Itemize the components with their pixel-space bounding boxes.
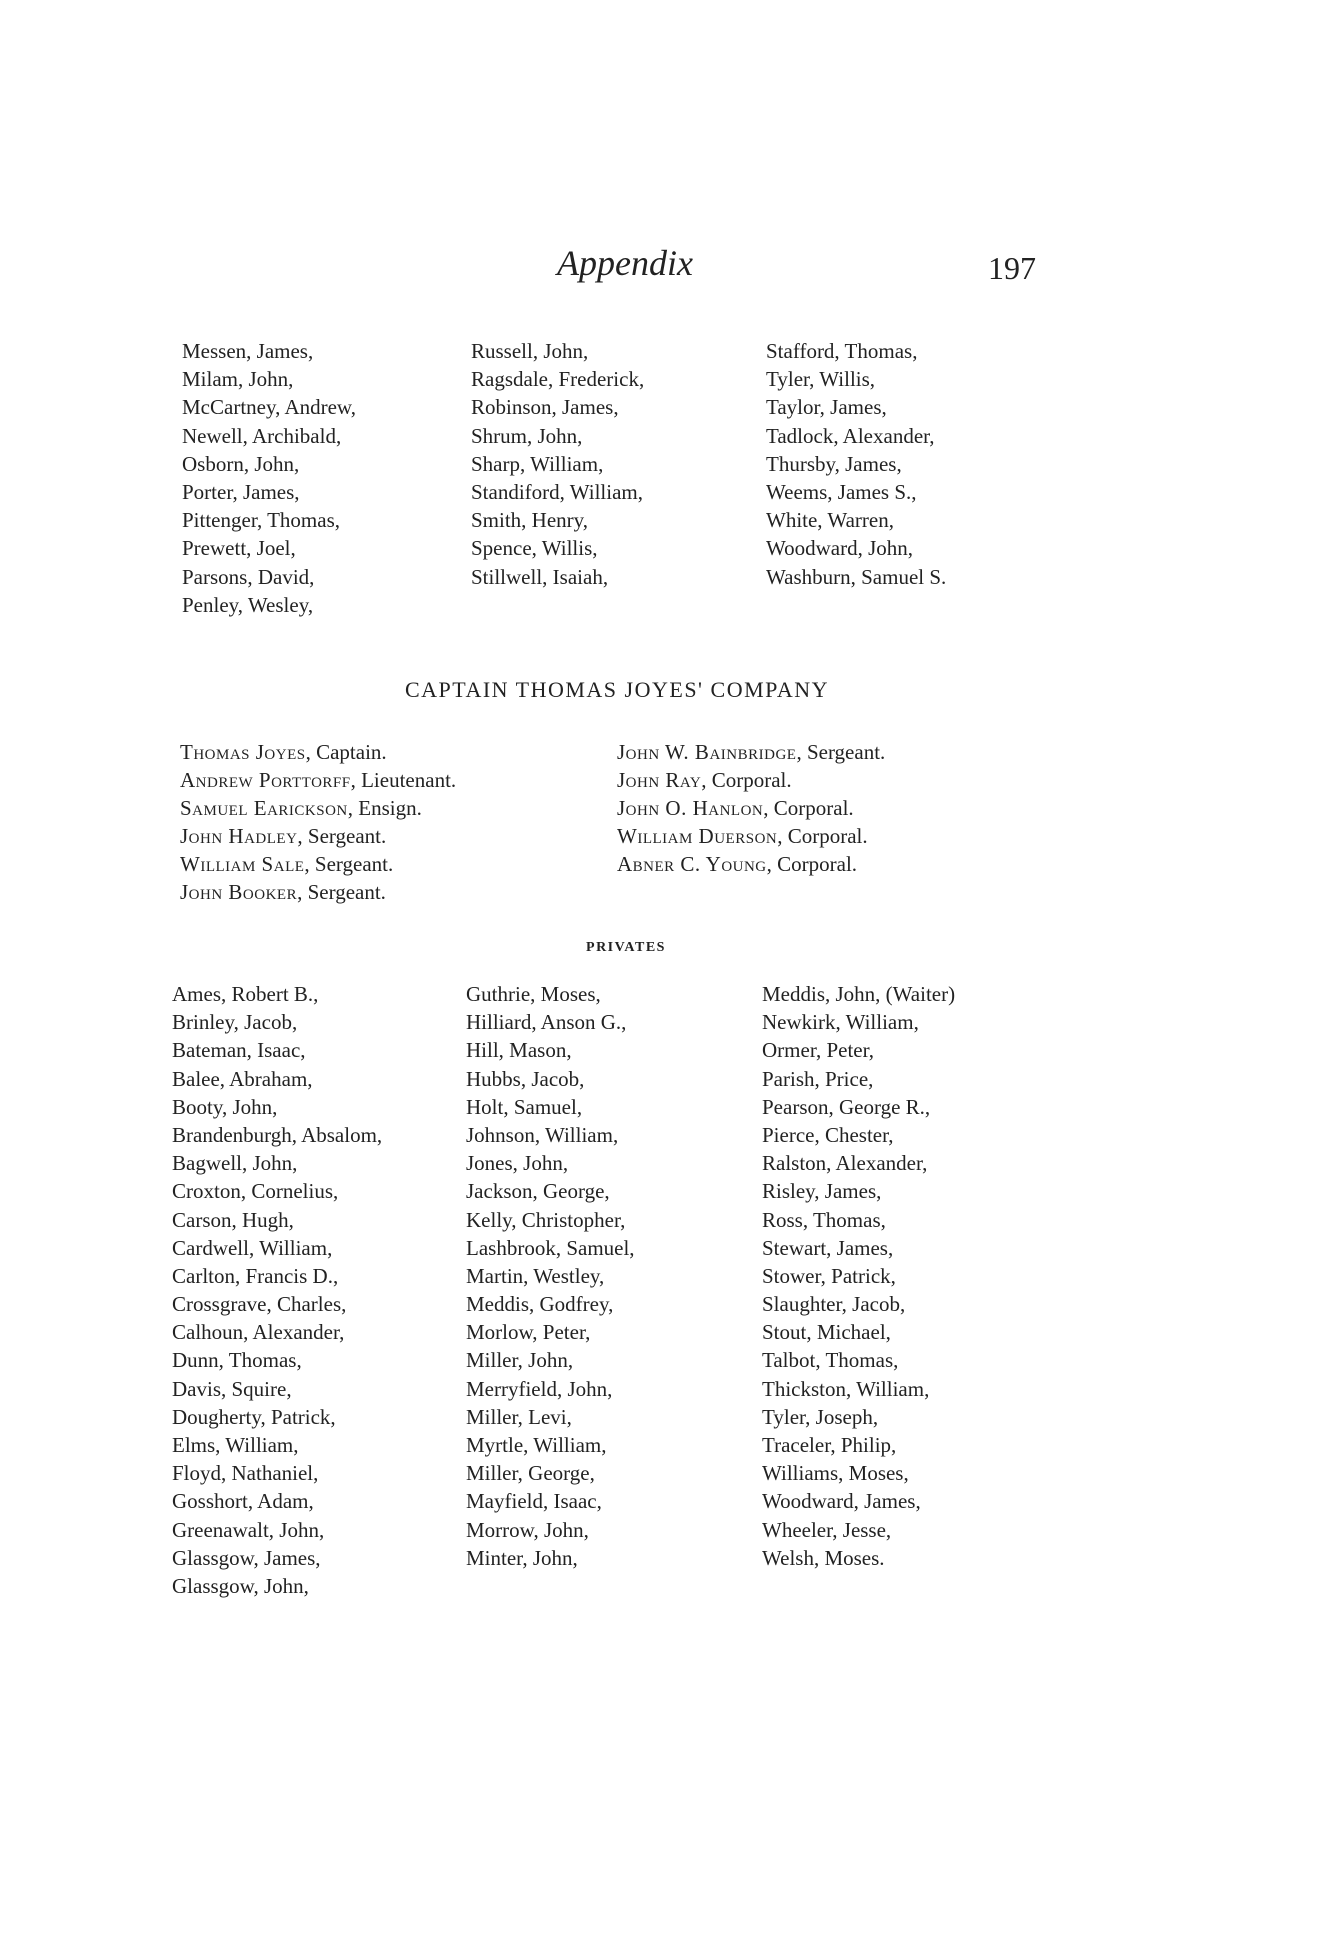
list-item: Crossgrave, Charles, [172,1292,347,1317]
officer-entry [617,738,885,766]
previous-list-column-3 [766,337,946,591]
privates-column-3 [762,980,955,1572]
list-item: Johnson, William, [466,1122,619,1147]
officer-name: John W. Bainbridge [617,740,797,764]
list-item: Washburn, Samuel S. [766,564,947,589]
list-item: Bagwell, John, [172,1151,298,1176]
officer-name: Samuel Earickson [180,796,348,820]
list-item: Messen, James, [182,339,314,363]
list-item: Risley, James, [762,1179,882,1204]
list-item: Thursby, James, [766,451,902,476]
list-item: Slaughter, Jacob, [762,1292,906,1317]
officer-name: William Sale [180,852,305,876]
officer-rank: , Sergeant. [796,740,886,764]
list-item: Meddis, John, (Waiter) [762,982,956,1006]
list-item: Taylor, James, [766,395,887,420]
officer-entry [180,878,456,906]
list-item: Brinley, Jacob, [172,1010,298,1035]
list-item: Ragsdale, Frederick, [471,367,645,392]
list-item: Dunn, Thomas, [172,1348,302,1373]
list-item: Woodward, James, [762,1489,921,1514]
list-item: Ormer, Peter, [762,1038,875,1063]
list-item: Sharp, William, [471,451,604,476]
officer-name: Thomas Joyes [180,740,306,764]
officer-name: John O. Hanlon [617,796,764,820]
list-item: Gosshort, Adam, [172,1489,314,1514]
list-item: Mayfield, Isaac, [466,1489,602,1514]
list-item: Tadlock, Alexander, [766,423,935,448]
list-item: Holt, Samuel, [466,1094,583,1119]
officer-name: Andrew Porttorff [180,768,351,792]
officer-rank: , Corporal. [777,824,868,848]
list-item: Merryfield, John, [466,1376,613,1401]
officer-name: William Duerson [617,824,778,848]
list-item: Spence, Willis, [471,536,598,561]
list-item: Parsons, David, [182,564,315,589]
list-item: Booty, John, [172,1094,278,1119]
list-item: Myrtle, William, [466,1433,607,1457]
list-item: Brandenburgh, Absalom, [172,1122,383,1147]
list-item: Penley, Wesley, [182,592,314,617]
previous-list-column-2 [471,337,644,591]
list-item: Wheeler, Jesse, [762,1517,892,1542]
list-item: Milam, John, [182,367,294,392]
list-item: Glassgow, James, [172,1545,321,1570]
officer-name: John Hadley [180,824,298,848]
company-title: CAPTAIN THOMAS JOYES' COMPANY [404,677,830,702]
list-item: Elms, William, [172,1433,299,1457]
list-item: Stewart, James, [762,1235,894,1260]
list-item: Jones, John, [466,1151,569,1176]
list-item: Meddis, Godfrey, [466,1292,614,1317]
officer-rank: , Ensign. [347,796,422,820]
list-item: Parish, Price, [762,1066,874,1091]
officer-rank: , Corporal. [766,852,858,876]
list-item: Martin, Westley, [466,1263,605,1288]
officer-rank: , Captain. [305,740,387,764]
officer-name: Abner C. Young [617,852,767,876]
officer-entry [180,794,456,822]
privates-heading: PRIVATES [586,940,666,955]
list-item: Stout, Michael, [762,1320,891,1345]
list-item: Jackson, George, [466,1179,610,1204]
officer-rank: , Corporal. [763,796,854,820]
list-item: Welsh, Moses. [762,1545,885,1570]
list-item: Pierce, Chester, [762,1122,894,1147]
list-item: Kelly, Christopher, [466,1207,626,1232]
officer-name: John Booker [180,880,298,904]
list-item: Ralston, Alexander, [762,1151,928,1176]
list-item: Porter, James, [182,479,300,504]
list-item: Hill, Mason, [466,1038,572,1063]
officer-entry [180,766,456,794]
list-item: Dougherty, Patrick, [172,1404,336,1429]
officer-entry [617,766,885,794]
officer-rank: , Sergeant. [297,824,387,848]
list-item: Morrow, John, [466,1517,589,1542]
officers-column-1 [180,738,456,906]
officer-entry [180,822,456,850]
list-item: Newkirk, William, [762,1010,919,1035]
list-item: Calhoun, Alexander, [172,1320,345,1345]
list-item: Williams, Moses, [762,1461,909,1486]
list-item: Weems, James S., [766,479,917,504]
list-item: Ames, Robert B., [172,982,319,1006]
officer-entry [617,850,885,878]
list-item: Shrum, John, [471,423,583,448]
list-item: Newell, Archibald, [182,423,342,448]
list-item: Stillwell, Isaiah, [471,564,609,589]
list-item: Balee, Abraham, [172,1066,313,1091]
page-number: 197 [988,250,1036,286]
list-item: Miller, Levi, [466,1404,572,1429]
officer-entry [180,850,456,878]
officer-rank: , Sergeant. [297,880,386,904]
list-item: Hilliard, Anson G., [466,1010,627,1035]
officers-column-2 [617,738,885,878]
list-item: Stafford, Thomas, [766,339,918,363]
list-item: Miller, George, [466,1461,595,1486]
list-item: Lashbrook, Samuel, [466,1235,635,1260]
list-item: Prewett, Joel, [182,536,296,561]
list-item: Morlow, Peter, [466,1320,591,1345]
list-item: Robinson, James, [471,395,619,420]
list-item: Miller, John, [466,1348,574,1373]
list-item: Pearson, George R., [762,1094,931,1119]
list-item: Stower, Patrick, [762,1263,896,1288]
list-item: Croxton, Cornelius, [172,1179,339,1204]
list-item: White, Warren, [766,508,894,533]
previous-list-column-1 [182,337,356,619]
list-item: Bateman, Isaac, [172,1038,306,1063]
list-item: Floyd, Nathaniel, [172,1461,319,1486]
officer-rank: , Lieutenant. [350,768,457,792]
list-item: Hubbs, Jacob, [466,1066,585,1091]
list-item: McCartney, Andrew, [182,395,356,420]
list-item: Cardwell, William, [172,1235,333,1260]
privates-column-1 [172,980,382,1600]
list-item: Tyler, Joseph, [762,1404,879,1429]
list-item: Glassgow, John, [172,1573,309,1598]
privates-column-2 [466,980,635,1572]
list-item: Standiford, William, [471,479,643,504]
list-item: Tyler, Willis, [766,367,876,392]
officer-entry [617,794,885,822]
officer-entry [180,738,456,766]
running-head-title: Appendix [557,243,693,283]
officer-rank: , Sergeant. [304,852,394,876]
list-item: Davis, Squire, [172,1376,292,1401]
officer-name: John Ray [617,768,702,792]
list-item: Ross, Thomas, [762,1207,886,1232]
list-item: Minter, John, [466,1545,578,1570]
list-item: Greenawalt, John, [172,1517,325,1542]
list-item: Osborn, John, [182,451,300,476]
list-item: Russell, John, [471,339,589,363]
list-item: Guthrie, Moses, [466,982,601,1006]
list-item: Woodward, John, [766,536,914,561]
list-item: Traceler, Philip, [762,1433,897,1457]
officer-entry [617,822,885,850]
list-item: Pittenger, Thomas, [182,508,341,533]
list-item: Talbot, Thomas, [762,1348,899,1373]
list-item: Smith, Henry, [471,508,589,533]
list-item: Carlton, Francis D., [172,1263,339,1288]
list-item: Thickston, William, [762,1376,930,1401]
officer-rank: , Corporal. [701,768,792,792]
list-item: Carson, Hugh, [172,1207,294,1232]
